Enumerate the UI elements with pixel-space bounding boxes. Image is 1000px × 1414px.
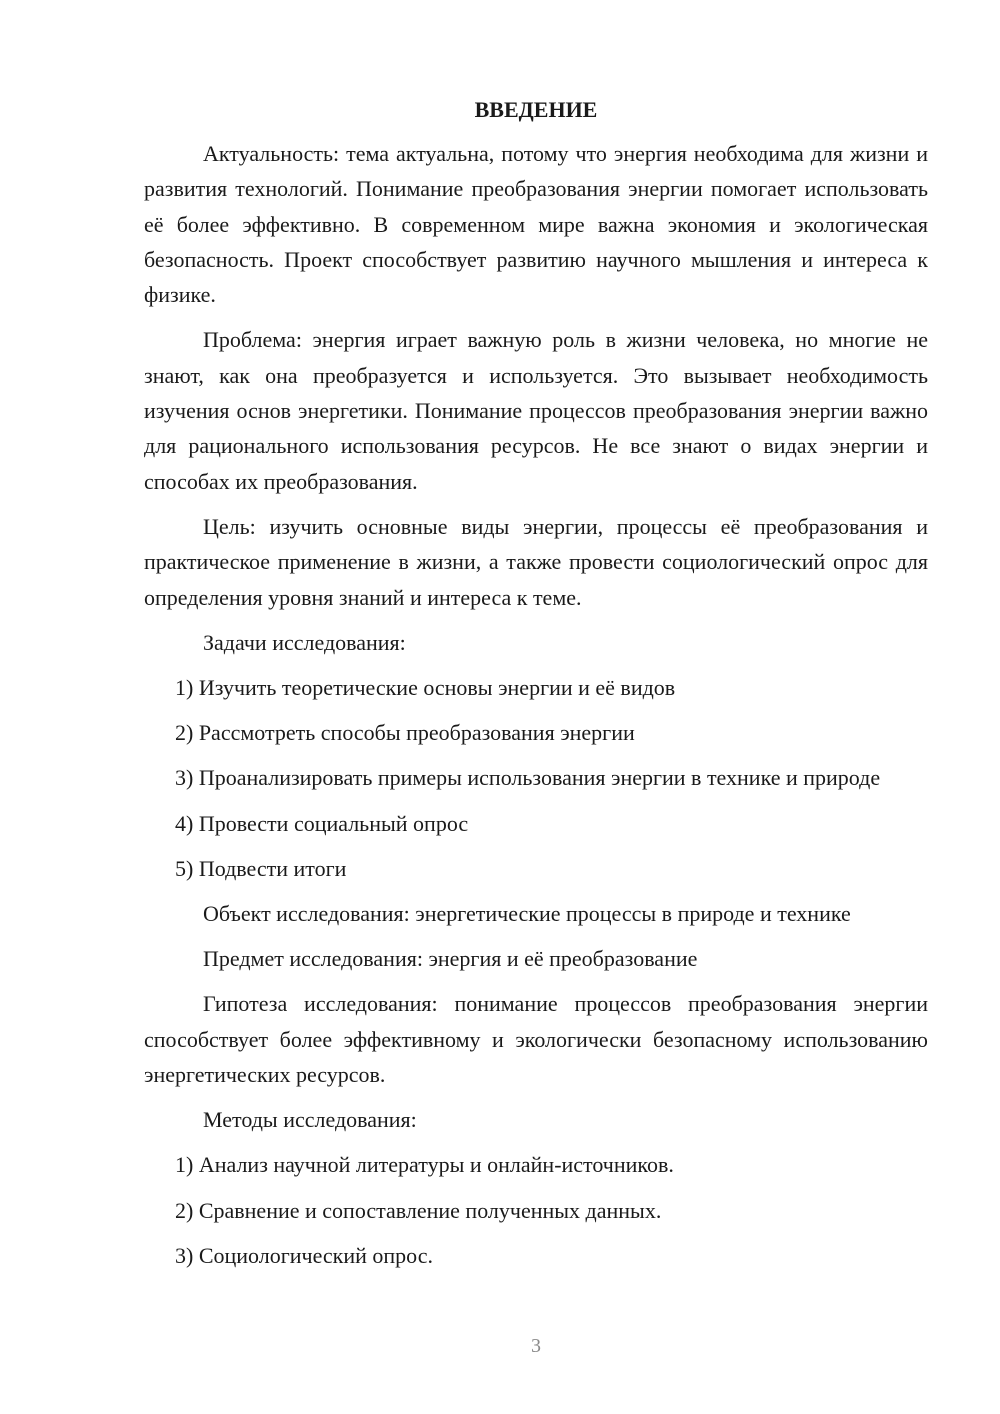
- page-number: 3: [531, 1335, 541, 1357]
- task-item-5: 5) Подвести итоги: [175, 856, 347, 882]
- task-item-2: 2) Рассмотреть способы преобразования энергии: [175, 720, 635, 746]
- method-item-1: 1) Анализ научной литературы и онлайн-источников.: [175, 1152, 674, 1178]
- task-item-1: 1) Изучить теоретические основы энергии и её видов: [175, 674, 676, 700]
- method-item-3: 3) Социологический опрос.: [175, 1242, 433, 1268]
- goal-paragraph: Цель: изучить основные виды энергии, процессы её преобразования и практическое применение в жизни, а также провести социологический опрос для определения уровня знаний и интереса к теме.: [144, 513, 928, 610]
- tasks-title: Задачи исследования:: [203, 629, 406, 655]
- problem-paragraph: Проблема: энергия играет важную роль в жизни человека, но многие не знают, как она преобразуется и используется. Это вызывает необходимость изучения основ энергетики. Понимание процессов преобразования энергии важно для рационального использования ресурсов. Не все знают о видах энергии и способах их преобразования.: [144, 327, 928, 494]
- object-line: Объект исследования: энергетические процессы в природе и технике: [203, 901, 851, 927]
- method-item-2: 2) Сравнение и сопоставление полученных данных.: [175, 1197, 662, 1223]
- section-heading: ВВЕДЕНИЕ: [474, 97, 598, 122]
- task-item-4: 4) Провести социальный опрос: [175, 810, 469, 836]
- relevance-paragraph: Актуальность: тема актуальна, потому что энергия необходима для жизни и развития технологий. Понимание преобразования энергии помогает использовать её более эффективно. В современном мире важна экономия и экологическая безопасность. Проект способствует развитию научного мышления и интереса к физике.: [144, 141, 928, 308]
- hypothesis-paragraph: Гипотеза исследования: понимание процессов преобразования энергии способствует более эффективному и экологически безопасному использованию энергетических ресурсов.: [144, 991, 928, 1087]
- task-item-3: 3) Проанализировать примеры использования энергии в технике и природе: [175, 765, 881, 791]
- page-content: [144, 92, 928, 1283]
- methods-title: Методы исследования:: [203, 1107, 417, 1133]
- subject-line: Предмет исследования: энергия и её преобразование: [203, 946, 698, 972]
